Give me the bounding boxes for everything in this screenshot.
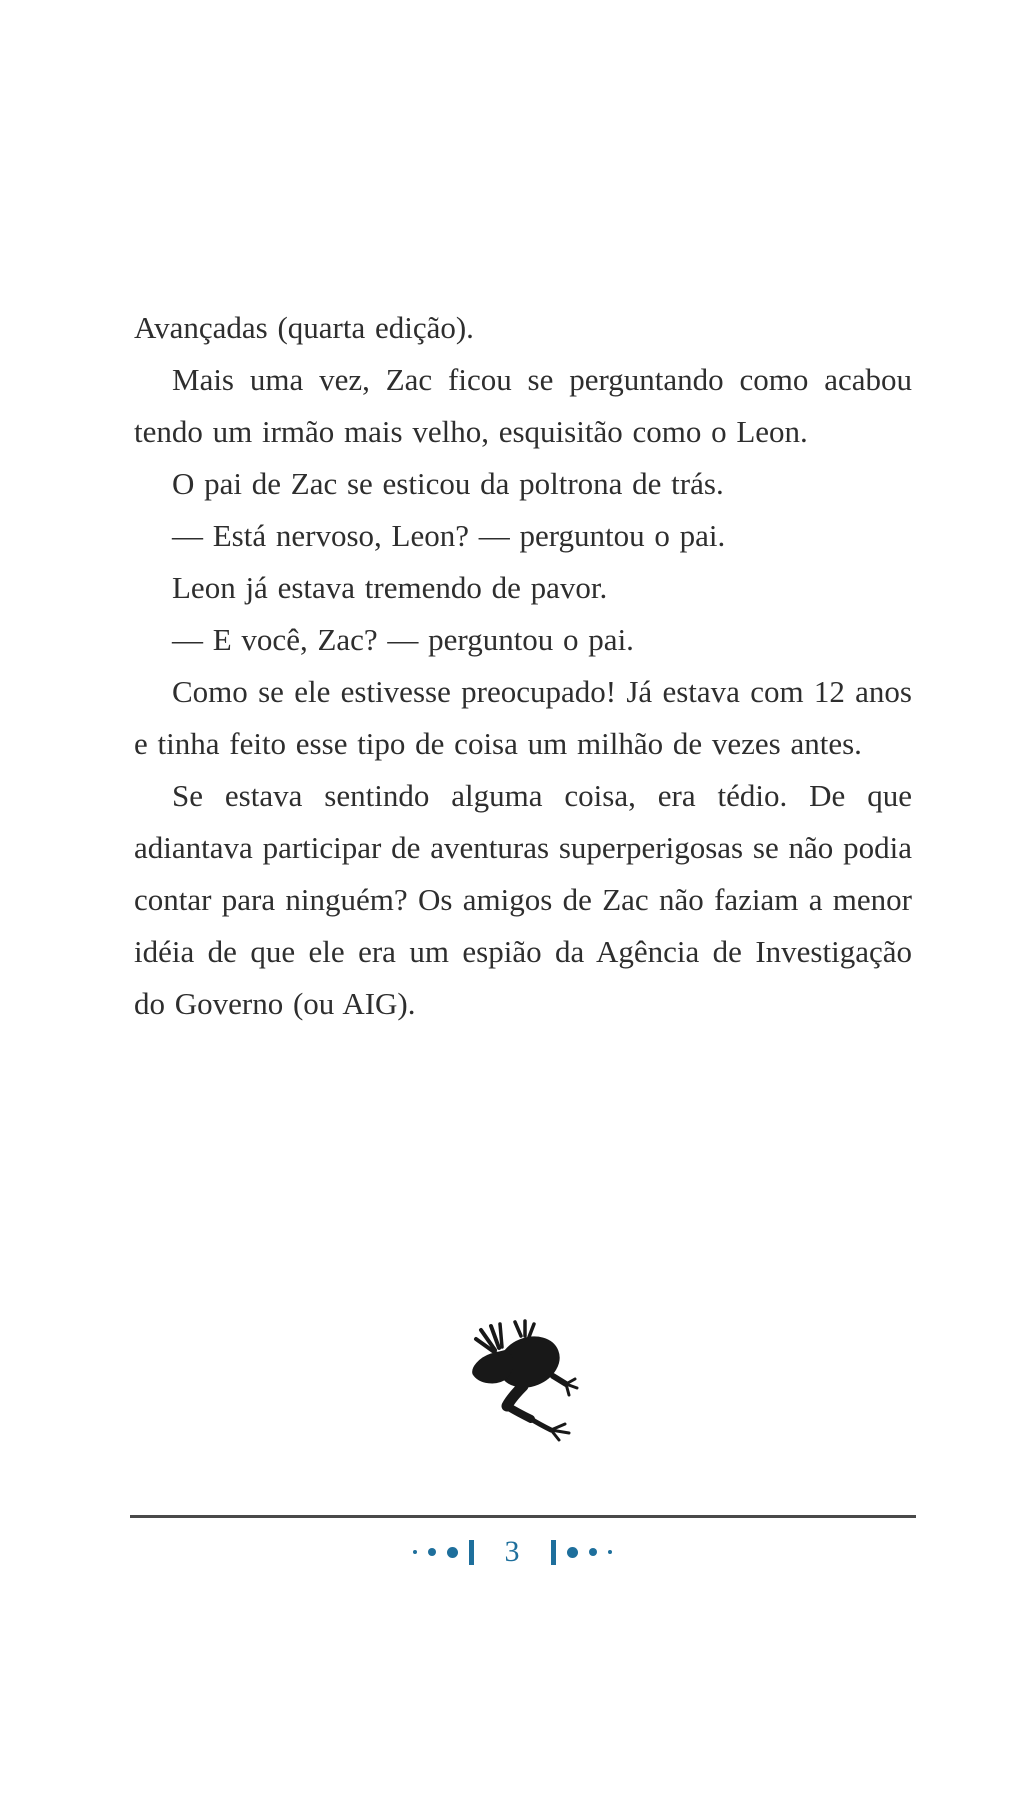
paragraph: Como se ele estivesse preocupado! Já estava com 12 anos e tinha feito esse tipo de coisa um milhão de vezes antes. xyxy=(134,674,912,761)
paragraph: Leon já estava tremendo de pavor. xyxy=(172,570,608,605)
paragraph: Se estava sentindo alguma coisa, era tédio. De que adiantava participar de aventuras superperigosas se não podia contar para ninguém? Os amigos de Zac não faziam a menor idéia de que ele era um espião da Agência de Investigação do Governo (ou AIG). xyxy=(134,778,912,1021)
paragraph: Avançadas (quarta edição). xyxy=(134,310,474,345)
ornament-dots-right-icon xyxy=(551,1540,612,1565)
ornament-dot xyxy=(589,1548,597,1556)
ornament-dot xyxy=(567,1547,578,1558)
frog-icon xyxy=(455,1312,585,1452)
paragraph: Mais uma vez, Zac ficou se perguntando como acabou tendo um irmão mais velho, esquisitão como o Leon. xyxy=(134,362,912,449)
footer-rule xyxy=(130,1515,916,1518)
page-footer xyxy=(0,1537,1024,1567)
paragraph: — Está nervoso, Leon? — perguntou o pai. xyxy=(172,518,726,553)
ornament-dots-left-icon xyxy=(413,1540,474,1565)
ornament-bar xyxy=(551,1540,556,1565)
ornament-dot xyxy=(447,1547,458,1558)
ornament-dot xyxy=(428,1548,436,1556)
ornament-bar xyxy=(469,1540,474,1565)
paragraph: — E você, Zac? — perguntou o pai. xyxy=(172,622,634,657)
paragraph: O pai de Zac se esticou da poltrona de trás. xyxy=(172,466,724,501)
ornament-dot xyxy=(413,1550,417,1554)
page-text xyxy=(134,302,912,1030)
page-number: 3 xyxy=(504,1535,520,1568)
ornament-dot xyxy=(608,1550,612,1554)
